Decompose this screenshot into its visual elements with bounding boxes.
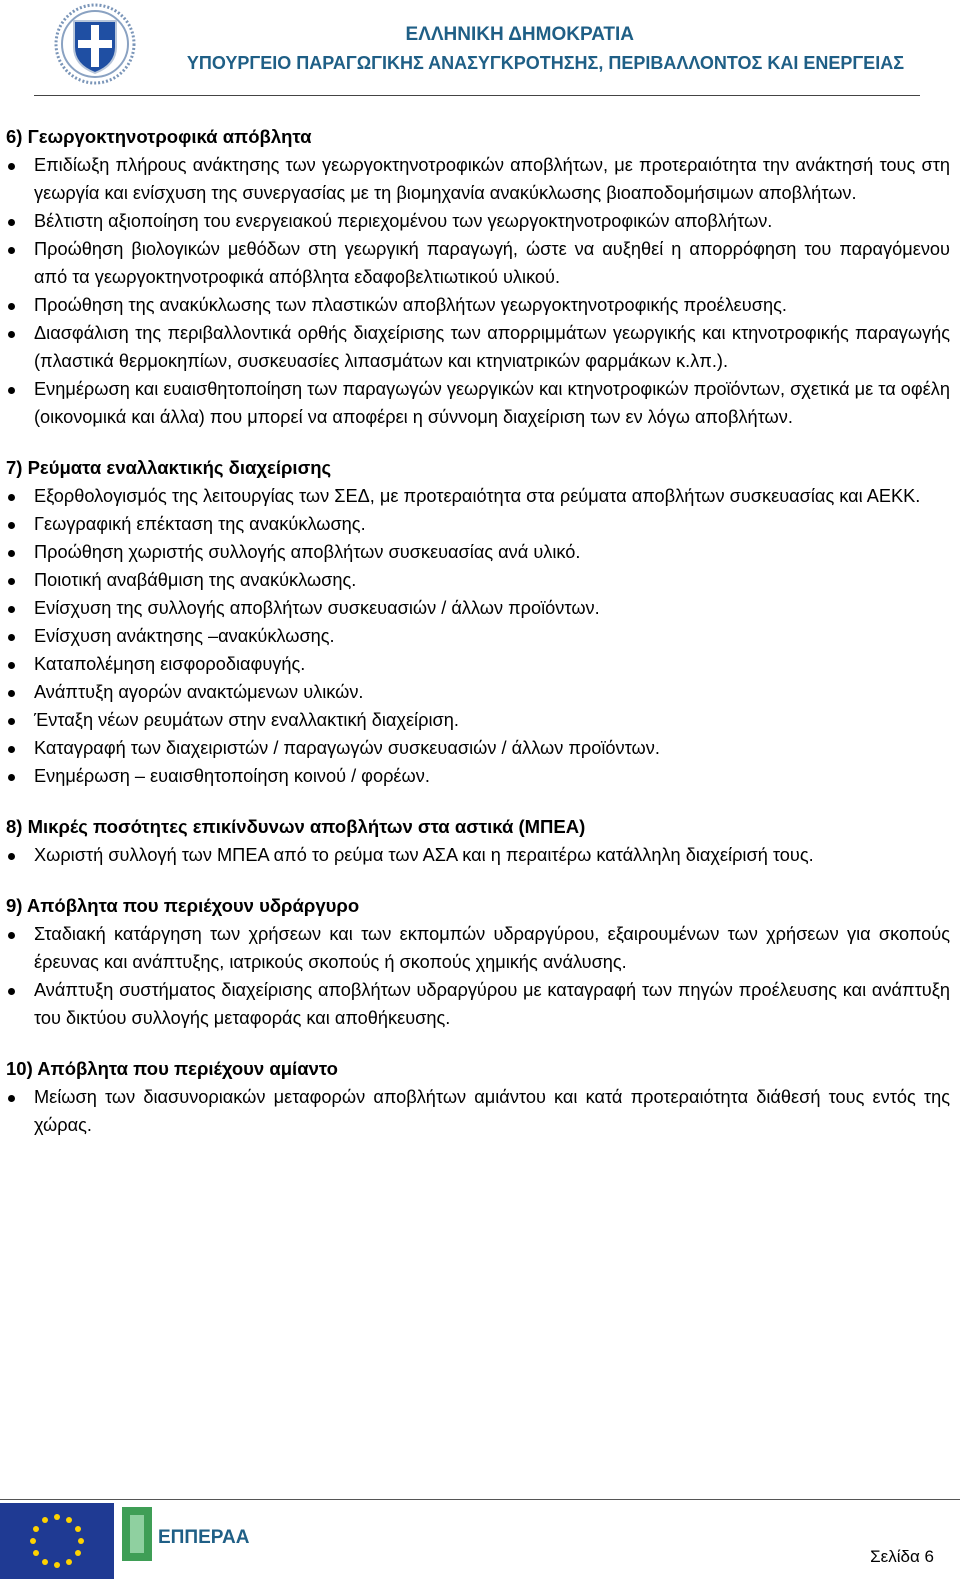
list-item: Ανάπτυξη αγορών ανακτώμενων υλικών.	[6, 678, 950, 706]
list-item: Καταγραφή των διαχειριστών / παραγωγών συσκευασιών / άλλων προϊόντων.	[6, 734, 950, 762]
list-item: Επιδίωξη πλήρους ανάκτησης των γεωργοκτηνοτροφικών αποβλήτων, με προτεραιότητα την ανάκτησή τους στη γεωργία και ενίσχυση της συνεργασίας με τη βιομηχανία ανακύκλωσης βιοαποδομήσιμων αποβλήτων.	[6, 151, 950, 207]
section-title: 6) Γεωργοκτηνοτροφικά απόβλητα	[6, 126, 312, 147]
list-item: Ποιοτική αναβάθμιση της ανακύκλωσης.	[6, 566, 950, 594]
header-title-block	[187, 20, 904, 76]
list-item: Ενημέρωση – ευαισθητοποίηση κοινού / φορέων.	[6, 762, 950, 790]
list-item: Βέλτιστη αξιοποίηση του ενεργειακού περιεχομένου των γεωργοκτηνοτροφικών αποβλήτων.	[6, 207, 950, 235]
section-alternative-management-streams	[6, 454, 950, 790]
bullet-list	[6, 920, 950, 1032]
list-item: Ένταξη νέων ρευμάτων στην εναλλακτική διαχείριση.	[6, 706, 950, 734]
list-item: Εξορθολογισμός της λειτουργίας των ΣΕΔ, με προτεραιότητα στα ρεύματα αποβλήτων συσκευασίας και ΑΕΚΚ.	[6, 482, 950, 510]
list-item: Ενημέρωση και ευαισθητοποίηση των παραγωγών γεωργικών και κτηνοτροφικών προϊόντων, σχετικά με τα οφέλη (οικονομικά και άλλα) που μπορεί να αποφέρει η σύννομη διαχείριση των εν λόγω αποβλήτων.	[6, 375, 950, 431]
list-item: Μείωση των διασυνοριακών μεταφορών αποβλήτων αμιάντου και κατά προτεραιότητα διάθεσή τους εντός της χώρας.	[6, 1083, 950, 1139]
epperaa-logo-icon	[120, 1503, 256, 1565]
list-item: Προώθηση βιολογικών μεθόδων στη γεωργική παραγωγή, ώστε να αυξηθεί η απορρόφηση του παραγόμενου από τα γεωργοκτηνοτροφικά απόβλητα εδαφοβελτιωτικού υλικού.	[6, 235, 950, 291]
list-item: Χωριστή συλλογή των ΜΠΕΑ από το ρεύμα των ΑΣΑ και η περαιτέρω κατάλληλη διαχείρισή τους.	[6, 841, 950, 869]
list-item: Προώθηση χωριστής συλλογής αποβλήτων συσκευασίας ανά υλικό.	[6, 538, 950, 566]
section-title: 8) Μικρές ποσότητες επικίνδυνων αποβλήτων στα αστικά (ΜΠΕΑ)	[6, 816, 586, 837]
list-item: Σταδιακή κατάργηση των χρήσεων και των εκπομπών υδραργύρου, εξαιρουμένων των χρήσεων για σκοπούς έρευνας και ανάπτυξης, ιατρικούς σκοπούς ή σκοπούς χημικής ανάλυσης.	[6, 920, 950, 976]
greek-coat-of-arms-icon	[54, 3, 136, 85]
section-agricultural-waste	[6, 123, 950, 431]
bullet-list	[6, 841, 950, 869]
list-item: Προώθηση της ανακύκλωσης των πλαστικών αποβλήτων γεωργοκτηνοτροφικής προέλευσης.	[6, 291, 950, 319]
list-item: Γεωγραφική επέκταση της ανακύκλωσης.	[6, 510, 950, 538]
bullet-list	[6, 482, 950, 790]
list-item: Ενίσχυση ανάκτησης –ανακύκλωσης.	[6, 622, 950, 650]
eu-flag-icon	[0, 1503, 114, 1579]
header-republic-title: ΕΛΛΗΝΙΚΗ ΔΗΜΟΚΡΑΤΙΑ	[405, 24, 634, 45]
document-body	[6, 123, 950, 1162]
bullet-list	[6, 151, 950, 431]
footer-divider	[0, 1499, 960, 1500]
section-mercury-waste	[6, 892, 950, 1032]
page-number: Σελίδα 6	[870, 1547, 934, 1566]
list-item: Διασφάλιση της περιβαλλοντικά ορθής διαχείρισης των απορριμμάτων γεωργικής και κτηνοτροφικής παραγωγής (πλαστικά θερμοκηπίων, συσκευασίες λιπασμάτων και κτηνιατρικών φαρμάκων κ.λπ.).	[6, 319, 950, 375]
list-item: Ανάπτυξη συστήματος διαχείρισης αποβλήτων υδραργύρου με καταγραφή των πηγών προέλευσης και ανάπτυξη του δικτύου συλλογής μεταφοράς και αποθήκευσης.	[6, 976, 950, 1032]
section-title: 9) Απόβλητα που περιέχουν υδράργυρο	[6, 895, 360, 916]
section-title: 10) Απόβλητα που περιέχουν αμίαντο	[6, 1058, 338, 1079]
section-small-hazardous-waste	[6, 813, 950, 869]
section-title: 7) Ρεύματα εναλλακτικής διαχείρισης	[6, 457, 332, 478]
section-asbestos-waste	[6, 1055, 950, 1139]
header-ministry-title: ΥΠΟΥΡΓΕΙΟ ΠΑΡΑΓΩΓΙΚΗΣ ΑΝΑΣΥΓΚΡΟΤΗΣΗΣ, ΠΕΡΙΒΑΛΛΟΝΤΟΣ ΚΑΙ ΕΝΕΡΓΕΙΑΣ	[186, 53, 904, 73]
epperaa-logo-text: ΕΠΠΕΡΑΑ	[158, 1527, 250, 1548]
list-item: Ενίσχυση της συλλογής αποβλήτων συσκευασιών / άλλων προϊόντων.	[6, 594, 950, 622]
header-divider	[34, 95, 920, 96]
list-item: Καταπολέμηση εισφοροδιαφυγής.	[6, 650, 950, 678]
bullet-list	[6, 1083, 950, 1139]
